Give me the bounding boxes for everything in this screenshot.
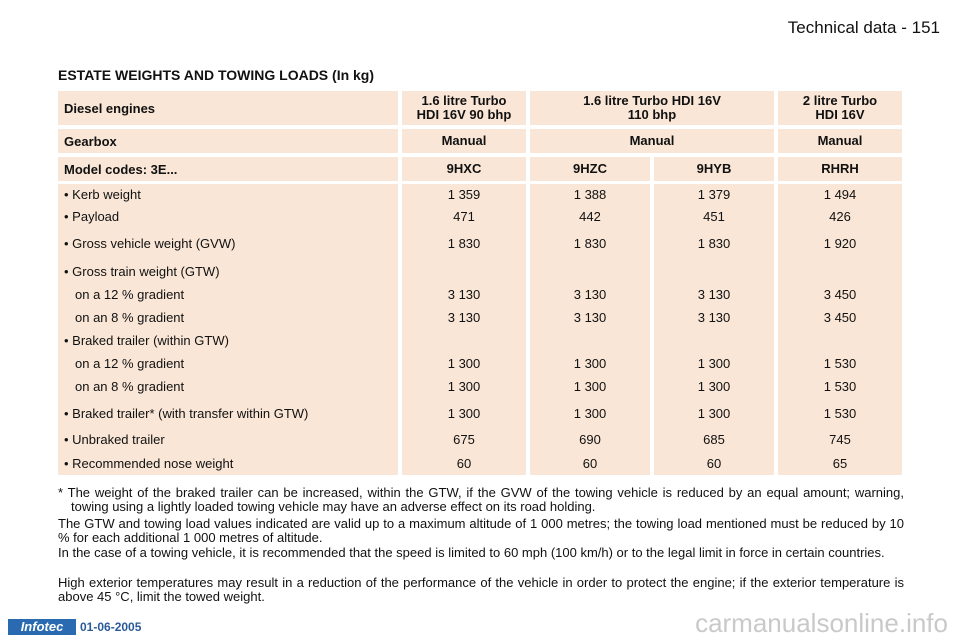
footnote-speed: In the case of a towing vehicle, it is recommended that the speed is limited to 60 mph (100 km/h) or to the legal limit in force in certain countries. (58, 545, 885, 560)
model-label-cell (58, 157, 398, 181)
row-value: 471 (453, 209, 475, 224)
row-label: • Kerb weight (64, 187, 141, 202)
model-label: Model codes: 3E... (64, 161, 178, 177)
row-label: • Recommended nose weight (64, 456, 234, 471)
page-header (788, 18, 940, 38)
row-value: 3 130 (697, 287, 731, 302)
model-col-3: 9HYB (654, 157, 774, 181)
row-label: • Braked trailer (within GTW) (64, 333, 229, 348)
row-label: on a 12 % gradient (75, 356, 185, 371)
row-value: 60 (582, 456, 598, 471)
watermark: carmanualsonline.info (695, 608, 948, 638)
row-value: 3 130 (447, 310, 481, 325)
model-col-2: 9HZC (530, 157, 650, 181)
row-value: 1 530 (823, 406, 857, 421)
row-value: 1 300 (697, 406, 731, 421)
row-value: 1 830 (447, 236, 481, 251)
engines-label: Diesel engines (64, 100, 156, 116)
row-value: 1 530 (823, 379, 857, 394)
row-value: 1 300 (447, 356, 481, 371)
row-value: 1 300 (573, 406, 607, 421)
row-value: 685 (703, 432, 725, 447)
row-value: 1 300 (447, 406, 481, 421)
row-value: 1 300 (573, 379, 607, 394)
row-label: • Braked trailer* (with transfer within GTW) (64, 406, 309, 421)
row-value: 65 (832, 456, 848, 471)
row-value: 3 130 (447, 287, 481, 302)
row-value: 451 (703, 209, 725, 224)
row-value: 3 130 (573, 287, 607, 302)
row-value: 1 300 (697, 379, 731, 394)
row-value: 3 450 (823, 310, 857, 325)
row-value: 745 (829, 432, 851, 447)
gearbox-col-3: Manual (778, 129, 902, 153)
row-value: 60 (456, 456, 472, 471)
row-label: • Gross vehicle weight (GVW) (64, 236, 236, 251)
gearbox-label: Gearbox (64, 133, 117, 149)
separator: - (901, 18, 907, 37)
print-date: 01-06-2005 (80, 620, 142, 634)
row-label: on an 8 % gradient (75, 379, 185, 394)
row-value: 690 (579, 432, 601, 447)
row-label: • Unbraked trailer (64, 432, 165, 447)
row-label: • Gross train weight (GTW) (64, 264, 220, 279)
row-value: 1 300 (573, 356, 607, 371)
footnote-asterisk: * The weight of the braked trailer can be increased, within the GTW, if the GVW of the towing vehicle is reduced by an equal amount; warning, towing using a lightly loaded towing vehicle may have an adverse effect on its road holding. (58, 485, 904, 514)
section-title: Technical data (787, 18, 897, 37)
row-value: 1 379 (697, 187, 731, 202)
row-value: 1 300 (697, 356, 731, 371)
gearbox-col-2: Manual (530, 129, 774, 153)
footnote-altitude: The GTW and towing load values indicated are valid up to a maximum altitude of 1 000 metres; the towing load mentioned must be reduced by 10 % for each additional 1 000 metres of altitude. (58, 516, 904, 545)
row-value: 426 (829, 209, 851, 224)
gearbox-col-1: Manual (402, 129, 526, 153)
gearbox-label-cell (58, 129, 398, 153)
row-value: 1 830 (697, 236, 731, 251)
page-number: 151 (911, 18, 940, 37)
engine-col-2: 1.6 litre Turbo HDI 16V 110 bhp (530, 91, 774, 125)
row-label: on a 12 % gradient (75, 287, 185, 302)
row-value: 1 830 (573, 236, 607, 251)
engine-col-1: 1.6 litre Turbo HDI 16V 90 bhp (402, 91, 526, 125)
model-col-4: RHRH (778, 157, 902, 181)
table-title: ESTATE WEIGHTS AND TOWING LOADS (In kg) (58, 67, 375, 83)
row-value: 1 359 (447, 187, 481, 202)
infotec-logo: Infotec (8, 619, 76, 635)
row-value: 442 (579, 209, 601, 224)
row-value: 60 (706, 456, 722, 471)
engine-col-3: 2 litre Turbo HDI 16V (778, 91, 902, 125)
row-value: 1 920 (823, 236, 857, 251)
row-value: 1 300 (447, 379, 481, 394)
row-value: 3 130 (573, 310, 607, 325)
row-value: 1 388 (573, 187, 607, 202)
row-value: 3 450 (823, 287, 857, 302)
engines-label-cell (58, 91, 398, 125)
footnote-temperature: High exterior temperatures may result in a reduction of the performance of the vehicle in order to protect the engine; if the exterior temperature is above 45 °C, limit the towed weight. (58, 575, 904, 604)
row-value: 3 130 (697, 310, 731, 325)
row-label: • Payload (64, 209, 120, 224)
row-value: 1 494 (823, 187, 857, 202)
model-col-1: 9HXC (402, 157, 526, 181)
row-label: on an 8 % gradient (75, 310, 185, 325)
row-value: 675 (453, 432, 475, 447)
row-value: 1 530 (823, 356, 857, 371)
